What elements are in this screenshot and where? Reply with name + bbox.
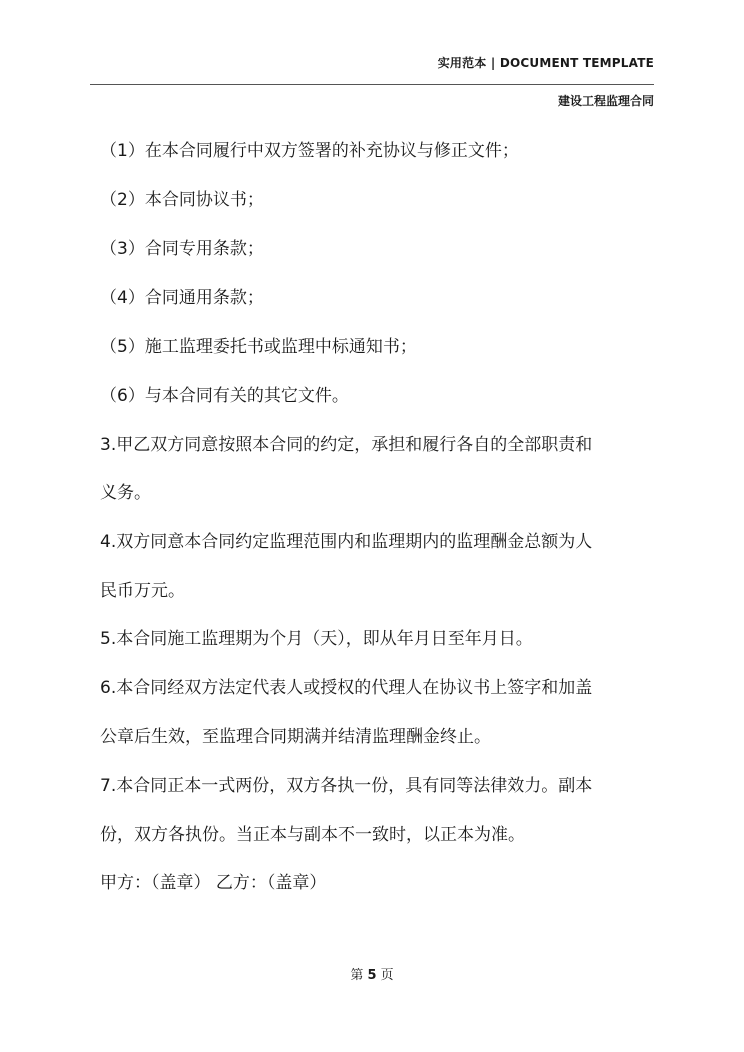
body-line: （5）施工监理委托书或监理中标通知书； [100,337,417,357]
page-footer [0,964,744,983]
body-line: 公章后生效，至监理合同期满并结清监理酬金终止。 [100,727,491,747]
body-line: 3.甲乙双方同意按照本合同的约定，承担和履行各自的全部职责和 [100,435,593,455]
body-line: 6.本合同经双方法定代表人或授权的代理人在协议书上签字和加盖 [100,678,593,698]
header-title: 实用范本 | DOCUMENT TEMPLATE [437,56,654,70]
body-line: 份，双方各执份。当正本与副本不一致时，以正本为准。 [100,825,525,845]
signature-line: 甲方：（盖章） 乙方：（盖章） [100,873,327,893]
body-line: 4.双方同意本合同约定监理范围内和监理期内的监理酬金总额为人 [100,532,593,552]
page-suffix: 页 [380,968,394,983]
body-line: （6）与本合同有关的其它文件。 [100,386,349,406]
page-prefix: 第 [350,968,364,983]
body-line: 5.本合同施工监理期为个月（天），即从年月日至年月日。 [100,629,533,649]
header-subtitle: 建设工程监理合同 [557,94,654,108]
body-line: （1）在本合同履行中双方签署的补充协议与修正文件； [100,141,519,161]
body-line: 义务。 [100,483,151,503]
body-line: 民币万元。 [100,581,185,601]
body-line: （3）合同专用条款； [100,239,264,259]
body-line: 7.本合同正本一式两份，双方各执一份，具有同等法律效力。副本 [100,776,593,796]
body-line: （2）本合同协议书； [100,190,264,210]
page-header [90,50,654,85]
page-number: 5 [367,968,377,983]
body-line: （4）合同通用条款； [100,288,264,308]
